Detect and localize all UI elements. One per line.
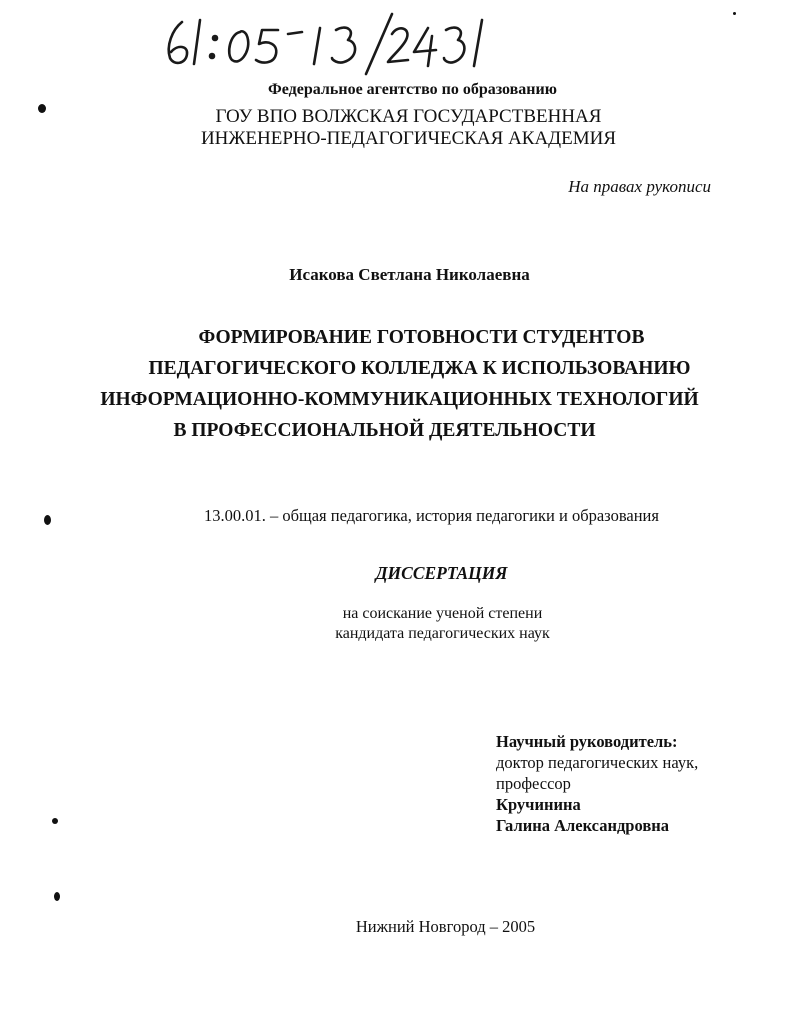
author-name: Исакова Светлана Николаевна (289, 265, 530, 284)
title-line: В ПРОФЕССИОНАЛЬНОЙ ДЕЯТЕЛЬНОСТИ (173, 420, 596, 441)
city-year: Нижний Новгород – 2005 (355, 917, 536, 936)
supervisor-title: профессор (496, 774, 571, 793)
agency-name: Федеральное агентство по образованию (268, 81, 557, 98)
specialty-code: 13.00.01. – общая педагогика, история педагогики и образования (204, 506, 659, 525)
institution-line: ГОУ ВПО ВОЛЖСКАЯ ГОСУДАРСТВЕННАЯ (215, 106, 602, 127)
margin-mark (54, 892, 60, 901)
supervisor-given-names: Галина Александровна (496, 816, 669, 835)
institution-name (0, 106, 799, 150)
supervisor-block (496, 731, 698, 836)
title-line: ФОРМИРОВАНИЕ ГОТОВНОСТИ СТУДЕНТОВ (198, 327, 645, 348)
degree-line: на соискание ученой степени (342, 605, 543, 622)
dissertation-title (0, 322, 799, 446)
supervisor-heading: Научный руководитель: (496, 732, 678, 751)
handwritten-archive-mark (160, 8, 500, 78)
scan-speck (733, 12, 736, 15)
supervisor-surname: Кручинина (496, 795, 581, 814)
title-line: ИНФОРМАЦИОННО-КОММУНИКАЦИОННЫХ ТЕХНОЛОГИЙ (100, 389, 699, 410)
title-line: ПЕДАГОГИЧЕСКОГО КОЛЛЕДЖА К ИСПОЛЬЗОВАНИЮ (148, 358, 691, 379)
degree-sought (0, 604, 799, 644)
degree-line: кандидата педагогических наук (335, 625, 550, 642)
manuscript-rights-note: На правах рукописи (568, 177, 711, 196)
supervisor-title: доктор педагогических наук, (496, 753, 699, 772)
institution-line: ИНЖЕНЕРНО-ПЕДАГОГИЧЕСКАЯ АКАДЕМИЯ (200, 128, 617, 149)
margin-mark (52, 818, 58, 824)
document-type: ДИССЕРТАЦИЯ (375, 563, 508, 583)
